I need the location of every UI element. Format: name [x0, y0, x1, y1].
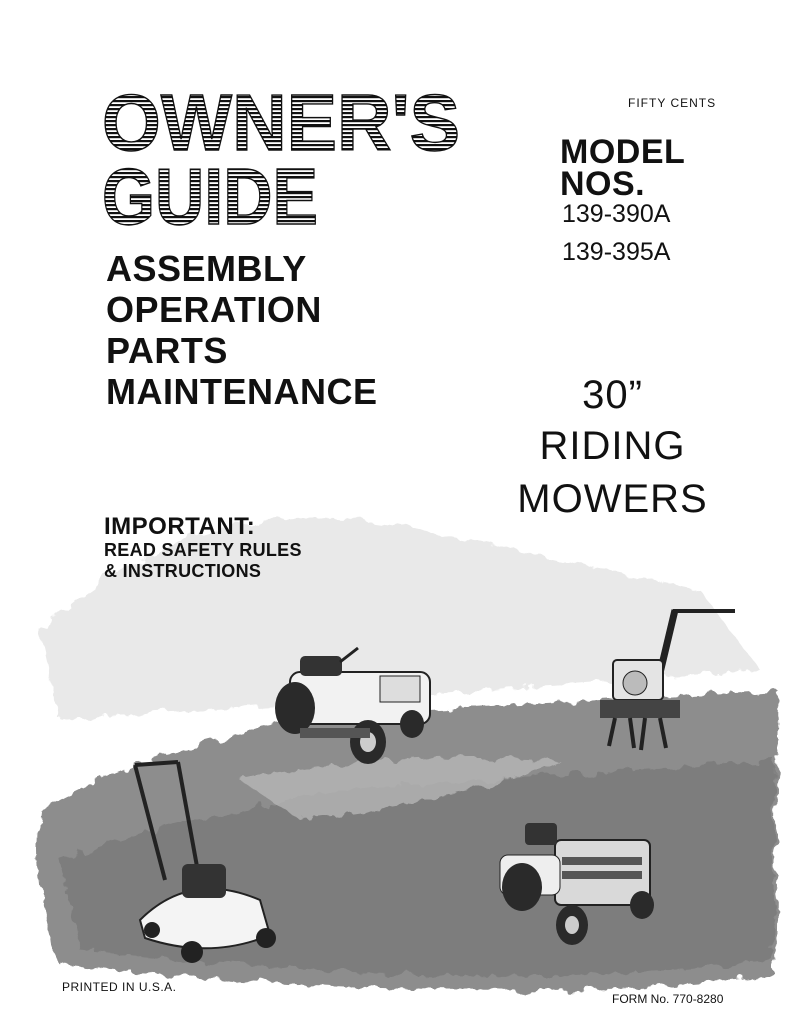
topic-list	[106, 248, 466, 412]
model-number-2: 139-395A	[562, 238, 671, 266]
printed-in-label: PRINTED IN U.S.A.	[62, 980, 177, 994]
topic-assembly: ASSEMBLY	[106, 248, 307, 289]
guide-title	[100, 84, 480, 234]
product-size: 30”	[582, 373, 643, 417]
topic-operation: OPERATION	[106, 289, 322, 330]
title-line-1: OWNER'S	[102, 84, 460, 167]
notice-heading: IMPORTANT:	[104, 513, 256, 540]
model-heading	[560, 133, 780, 203]
model-number-1: 139-390A	[562, 200, 671, 228]
product-name-line-2: MOWERS	[517, 477, 708, 521]
model-heading-line-1: MODEL	[560, 133, 686, 171]
product-illustration	[0, 420, 808, 1020]
notice-line-2: & INSTRUCTIONS	[104, 561, 262, 581]
title-lettering	[100, 84, 480, 234]
title-line-2: GUIDE	[102, 152, 318, 234]
notice-line-1: READ SAFETY RULES	[104, 540, 302, 560]
safety-notice	[104, 514, 424, 582]
topic-parts: PARTS	[106, 330, 228, 371]
product-name-line-1: RIDING	[539, 424, 686, 468]
form-number: FORM No. 770-8280	[612, 992, 724, 1006]
model-heading-line-2: NOS.	[560, 165, 646, 203]
topic-maintenance: MAINTENANCE	[106, 371, 378, 412]
price-label: FIFTY CENTS	[628, 96, 717, 110]
